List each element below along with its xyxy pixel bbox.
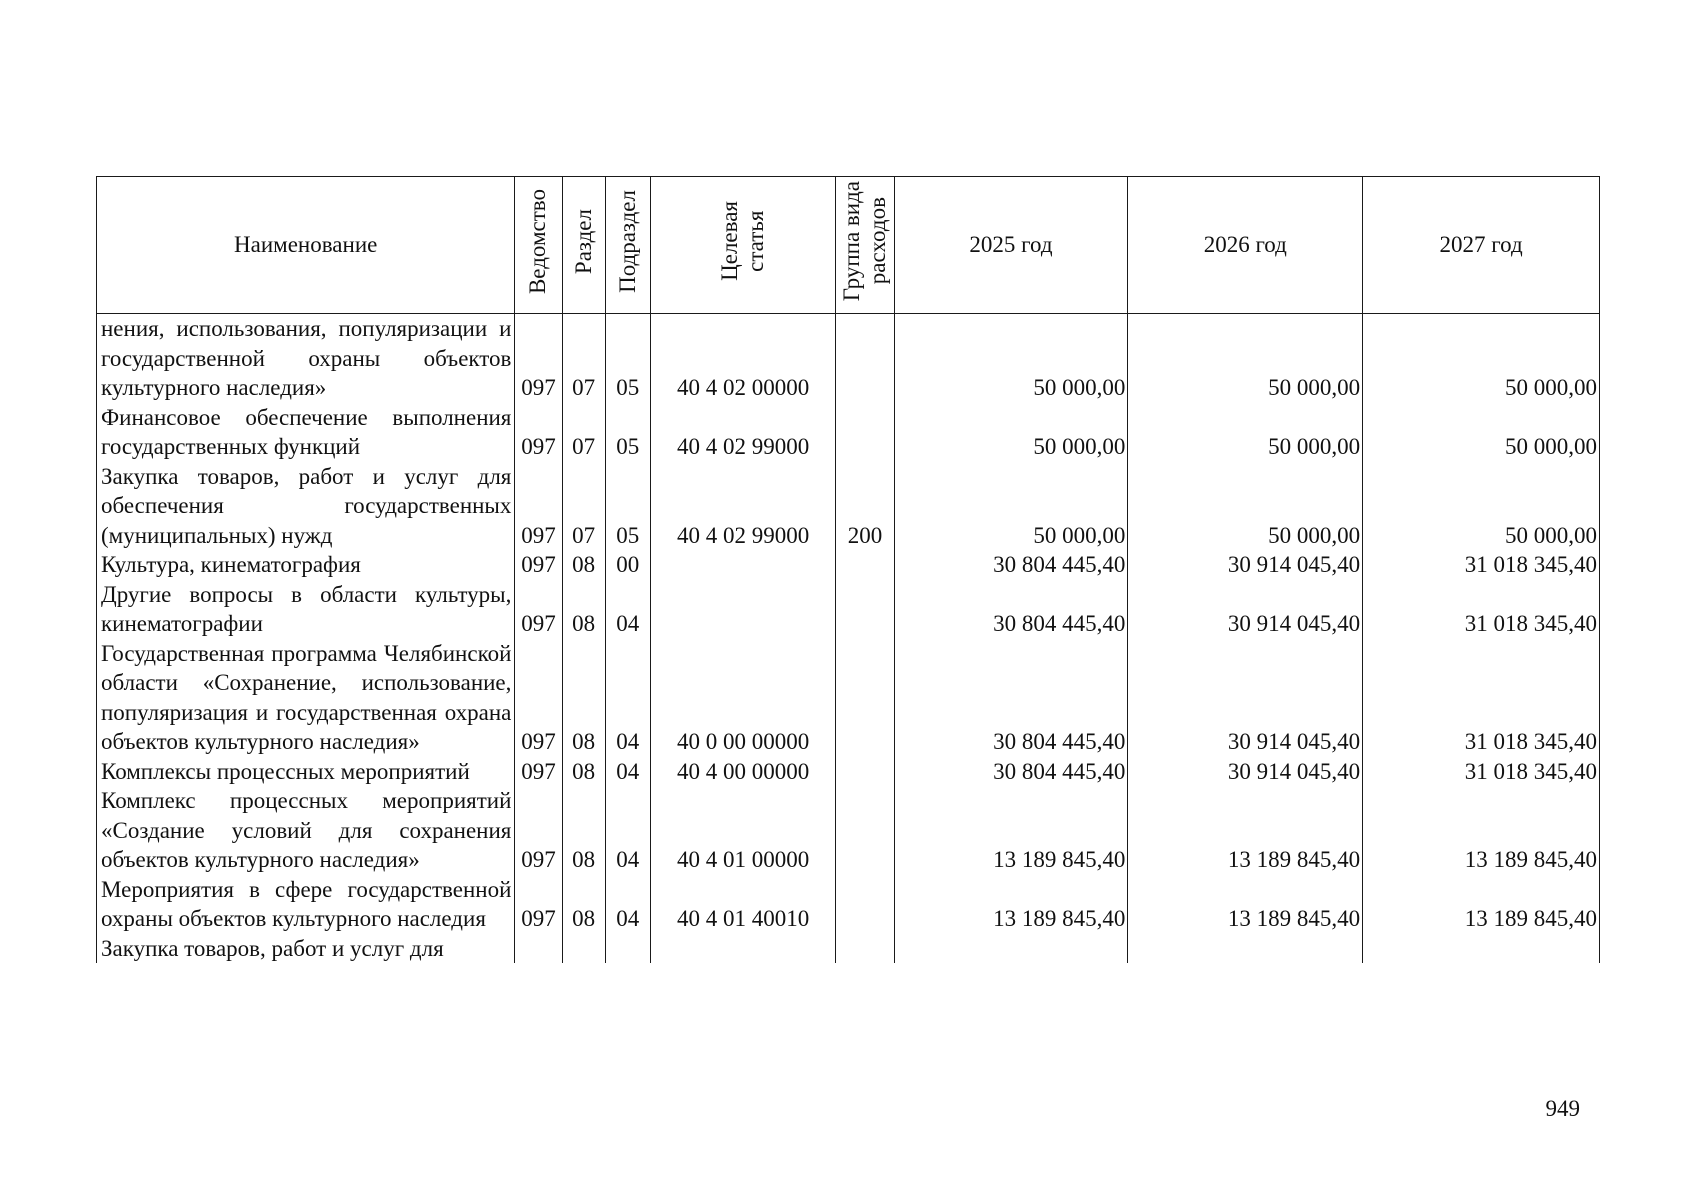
cell-target: 40 4 00 00000 <box>650 757 836 787</box>
cell-name: Мероприятия в сфере государственной охраны объектов культурного наследия <box>97 875 515 934</box>
cell-2026: 50 000,00 <box>1128 403 1363 462</box>
cell-target: 40 4 02 99000 <box>650 462 836 551</box>
cell-ministry: 097 <box>515 639 562 757</box>
table-row <box>97 462 1600 551</box>
cell-target: 40 0 00 00000 <box>650 639 836 757</box>
header-name: Наименование <box>97 177 515 314</box>
cell-expense-group <box>836 875 894 934</box>
cell-2027: 13 189 845,40 <box>1363 875 1600 934</box>
cell-subsection: 04 <box>605 639 650 757</box>
cell-target <box>650 580 836 639</box>
cell-ministry: 097 <box>515 550 562 580</box>
cell-name: Закупка товаров, работ и услуг для обеспечения государственных (муниципальных) нужд <box>97 462 515 551</box>
header-2025: 2025 год <box>894 177 1128 314</box>
cell-2026: 30 914 045,40 <box>1128 550 1363 580</box>
cell-ministry: 097 <box>515 314 562 403</box>
cell-2027: 31 018 345,40 <box>1363 639 1600 757</box>
cell-section: 08 <box>562 639 605 757</box>
table-row <box>97 314 1600 403</box>
table-row <box>97 786 1600 875</box>
cell-target: 40 4 02 00000 <box>650 314 836 403</box>
table-body <box>97 314 1600 964</box>
header-ministry: Ведомство <box>515 177 562 314</box>
header-target: Целевая статья <box>650 177 836 314</box>
cell-name: Культура, кинематография <box>97 550 515 580</box>
cell-subsection: 05 <box>605 314 650 403</box>
cell-expense-group <box>836 403 894 462</box>
cell-2027: 31 018 345,40 <box>1363 580 1600 639</box>
table-row <box>97 639 1600 757</box>
table-header <box>97 177 1600 314</box>
header-row <box>97 177 1600 314</box>
cell-section: 08 <box>562 875 605 934</box>
cell-2025: 13 189 845,40 <box>894 875 1128 934</box>
table-row <box>97 403 1600 462</box>
cell-target: 40 4 01 00000 <box>650 786 836 875</box>
cell-name: Закупка товаров, работ и услуг для <box>97 934 515 964</box>
header-expense-group: Группа вида расходов <box>836 177 894 314</box>
cell-2027: 31 018 345,40 <box>1363 757 1600 787</box>
cell-2026: 50 000,00 <box>1128 462 1363 551</box>
cell-name: Финансовое обеспечение выполнения государственных функций <box>97 403 515 462</box>
cell-expense-group: 200 <box>836 462 894 551</box>
cell-2026: 13 189 845,40 <box>1128 875 1363 934</box>
cell-expense-group <box>836 786 894 875</box>
cell-expense-group <box>836 757 894 787</box>
cell-ministry: 097 <box>515 786 562 875</box>
budget-table <box>96 176 1600 963</box>
cell-2026: 30 914 045,40 <box>1128 757 1363 787</box>
cell-2027: 50 000,00 <box>1363 314 1600 403</box>
cell-2025 <box>894 934 1128 964</box>
header-section: Раздел <box>562 177 605 314</box>
cell-subsection: 04 <box>605 786 650 875</box>
cell-ministry: 097 <box>515 403 562 462</box>
cell-target <box>650 550 836 580</box>
header-2026: 2026 год <box>1128 177 1363 314</box>
cell-subsection: 05 <box>605 403 650 462</box>
cell-subsection: 04 <box>605 757 650 787</box>
cell-section: 07 <box>562 314 605 403</box>
cell-section: 08 <box>562 757 605 787</box>
cell-2025: 30 804 445,40 <box>894 580 1128 639</box>
table-row <box>97 757 1600 787</box>
cell-target: 40 4 02 99000 <box>650 403 836 462</box>
cell-2027: 50 000,00 <box>1363 403 1600 462</box>
cell-expense-group <box>836 580 894 639</box>
cell-expense-group <box>836 550 894 580</box>
header-2027: 2027 год <box>1363 177 1600 314</box>
cell-2025: 50 000,00 <box>894 462 1128 551</box>
cell-section: 07 <box>562 462 605 551</box>
header-subsection: Подраздел <box>605 177 650 314</box>
cell-section <box>562 934 605 964</box>
cell-target <box>650 934 836 964</box>
cell-2025: 50 000,00 <box>894 314 1128 403</box>
cell-2026: 50 000,00 <box>1128 314 1363 403</box>
cell-2025: 30 804 445,40 <box>894 757 1128 787</box>
cell-name: Государственная программа Челябинской области «Сохранение, использование, популяризация и государственная охрана объектов культурного наследия» <box>97 639 515 757</box>
cell-2027: 50 000,00 <box>1363 462 1600 551</box>
cell-section: 08 <box>562 786 605 875</box>
page-number: 949 <box>1545 1096 1580 1121</box>
cell-section: 08 <box>562 580 605 639</box>
cell-2026: 30 914 045,40 <box>1128 580 1363 639</box>
table-row <box>97 550 1600 580</box>
cell-2027: 13 189 845,40 <box>1363 786 1600 875</box>
cell-2026: 13 189 845,40 <box>1128 786 1363 875</box>
cell-section: 08 <box>562 550 605 580</box>
cell-section: 07 <box>562 403 605 462</box>
cell-subsection <box>605 934 650 964</box>
cell-ministry <box>515 934 562 964</box>
cell-2027: 31 018 345,40 <box>1363 550 1600 580</box>
cell-2025: 30 804 445,40 <box>894 550 1128 580</box>
cell-ministry: 097 <box>515 757 562 787</box>
table-row <box>97 580 1600 639</box>
cell-expense-group <box>836 934 894 964</box>
cell-target: 40 4 01 40010 <box>650 875 836 934</box>
cell-ministry: 097 <box>515 875 562 934</box>
cell-expense-group <box>836 314 894 403</box>
table-row <box>97 875 1600 934</box>
table-row <box>97 934 1600 964</box>
cell-name: нения, использования, популяризации и государственной охраны объектов культурного наследия» <box>97 314 515 403</box>
cell-name: Комплексы процессных мероприятий <box>97 757 515 787</box>
cell-name: Комплекс процессных мероприятий «Создание условий для сохранения объектов культурного наследия» <box>97 786 515 875</box>
cell-name: Другие вопросы в области культуры, кинематографии <box>97 580 515 639</box>
cell-2026: 30 914 045,40 <box>1128 639 1363 757</box>
cell-ministry: 097 <box>515 580 562 639</box>
cell-2025: 30 804 445,40 <box>894 639 1128 757</box>
cell-expense-group <box>836 639 894 757</box>
cell-2027 <box>1363 934 1600 964</box>
cell-2025: 50 000,00 <box>894 403 1128 462</box>
cell-subsection: 04 <box>605 580 650 639</box>
cell-2026 <box>1128 934 1363 964</box>
cell-subsection: 04 <box>605 875 650 934</box>
cell-subsection: 05 <box>605 462 650 551</box>
cell-2025: 13 189 845,40 <box>894 786 1128 875</box>
cell-ministry: 097 <box>515 462 562 551</box>
cell-subsection: 00 <box>605 550 650 580</box>
